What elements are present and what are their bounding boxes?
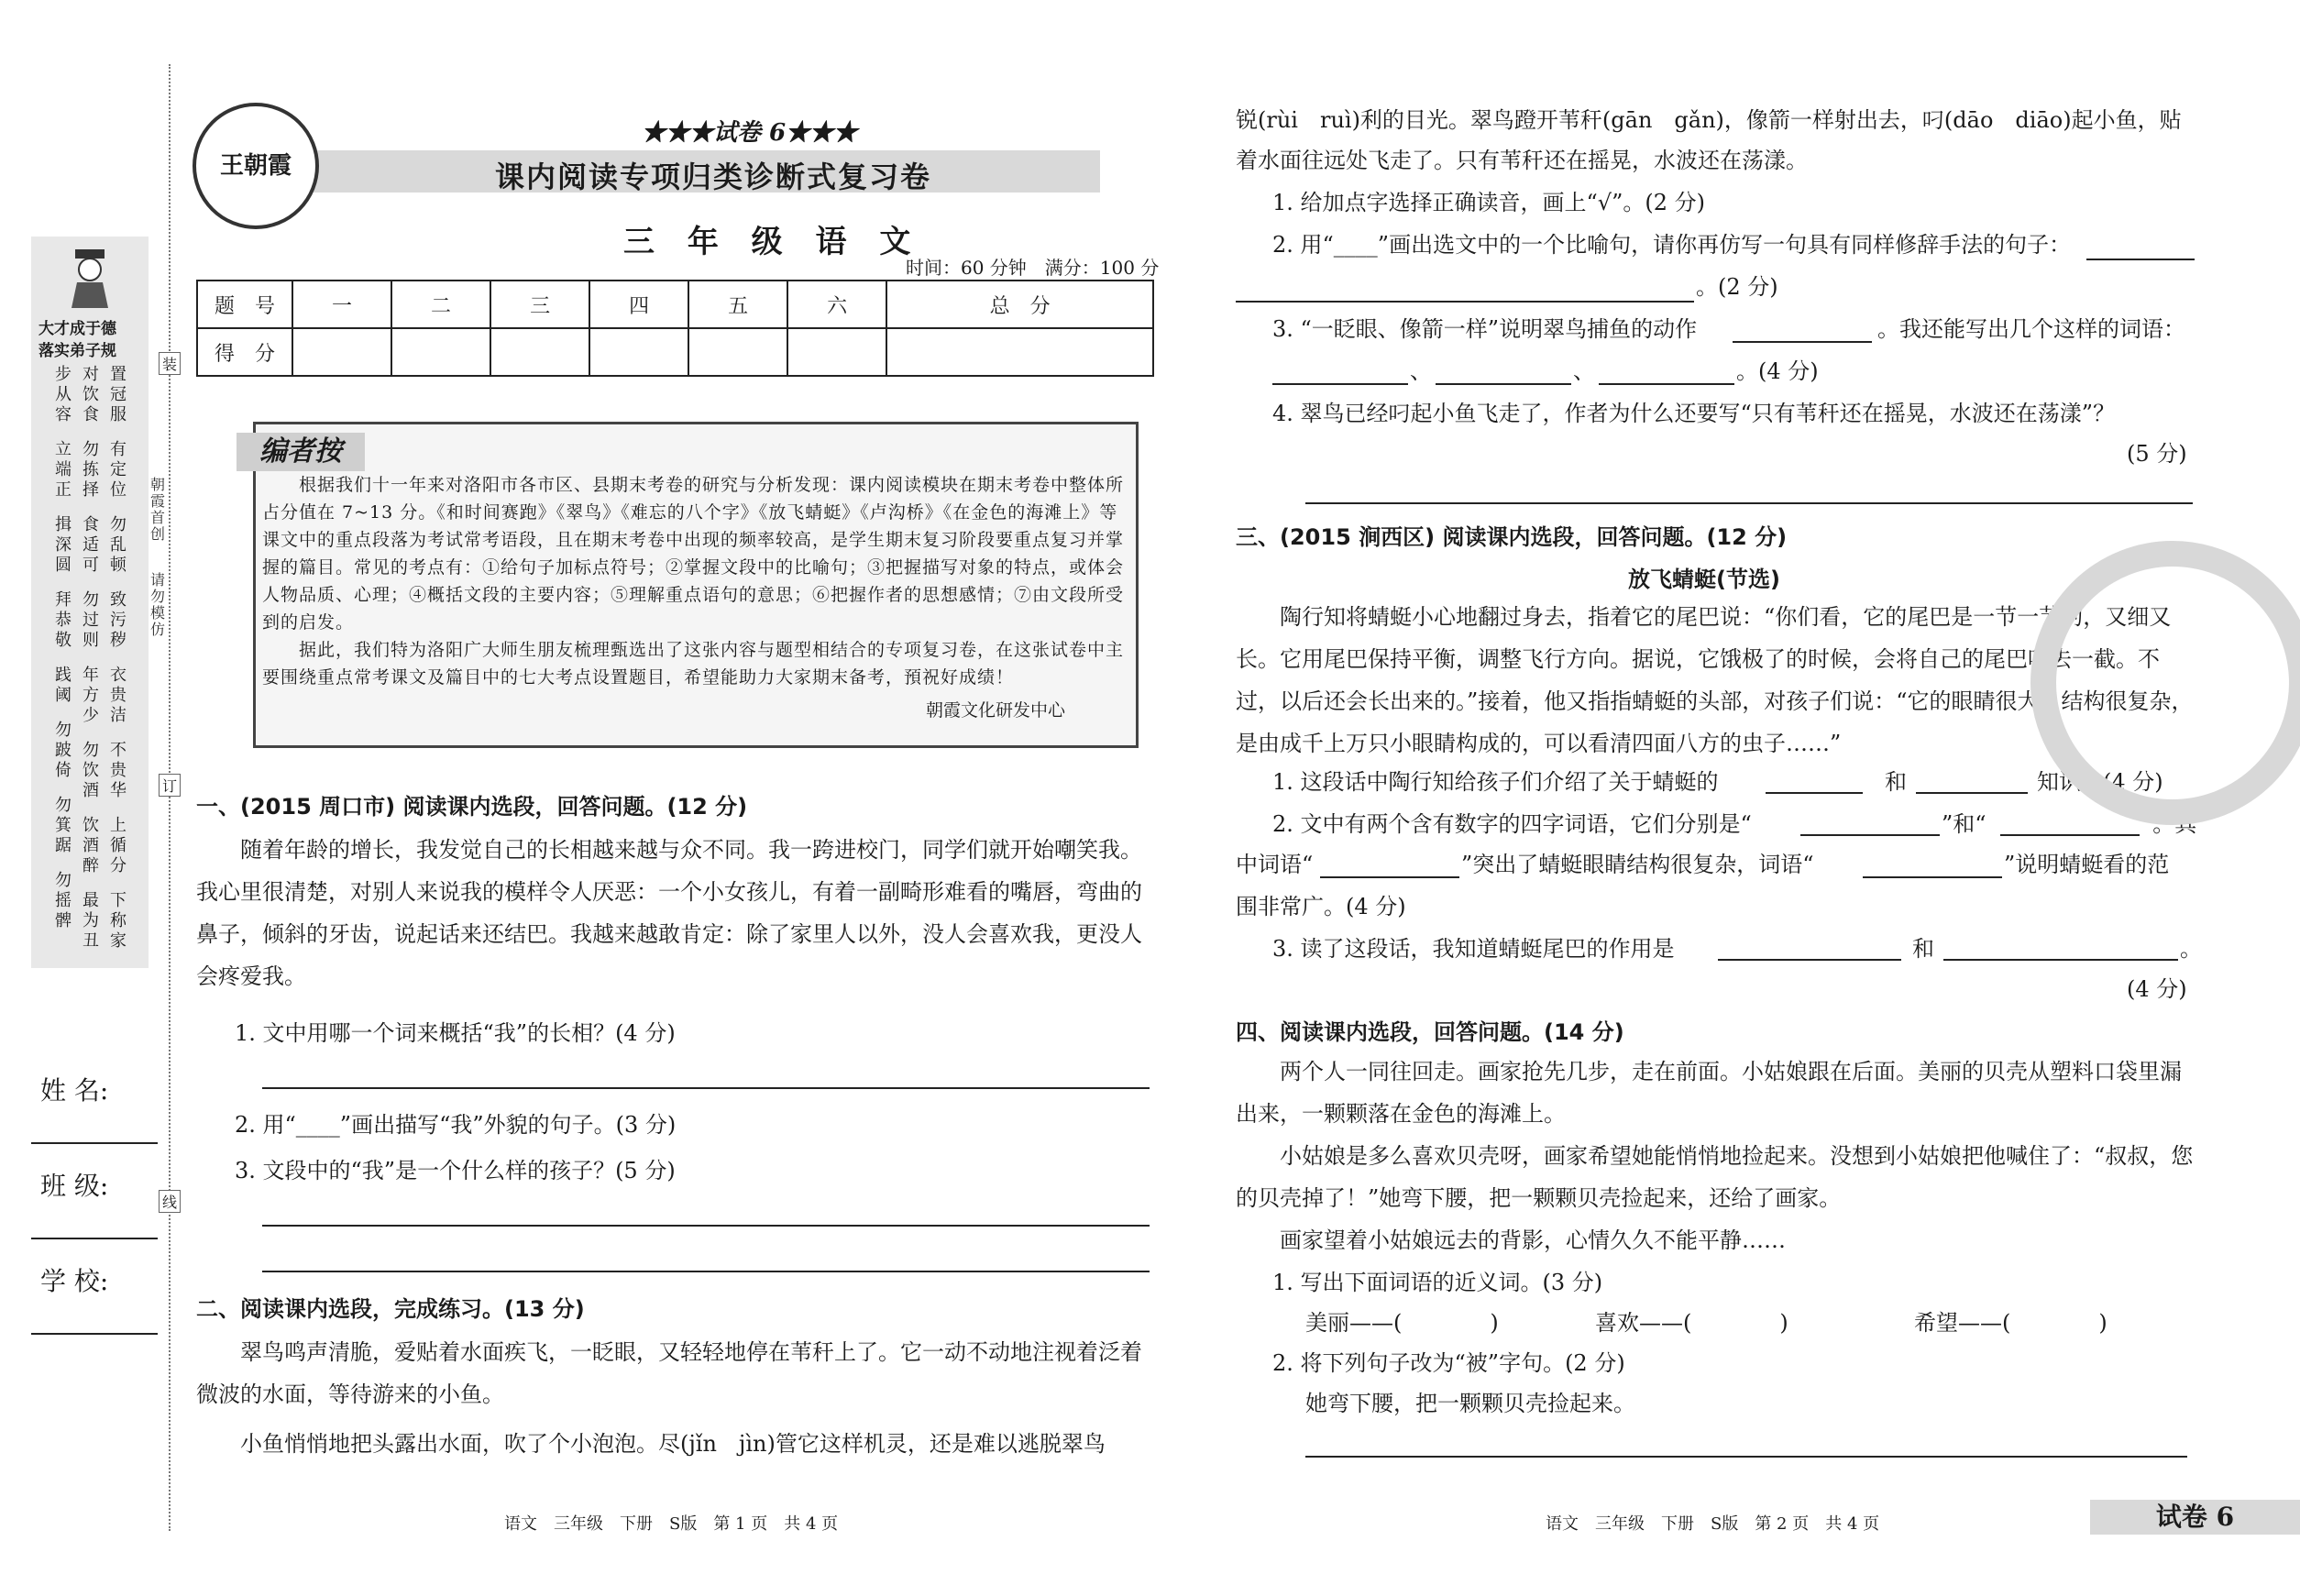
binding-mark-1: 装: [159, 352, 181, 375]
rule-column: 步从容 立端正 揖深圆 拜恭敬 践阈 勿跛倚 勿箕踞 勿摇髀: [55, 365, 72, 930]
binding-cut-line: [169, 64, 171, 1531]
synonym-item-1[interactable]: 美丽——( ): [1305, 1310, 1499, 1336]
table-cell: 五: [688, 281, 787, 328]
scholar-illustration: [62, 246, 117, 310]
table-cell: 一: [292, 281, 391, 328]
answer-line[interactable]: [1599, 383, 1734, 385]
section-2-paragraph-2-cont: 锐(rùi ruì)利的目光。翠鸟蹬开苇秆(gān gǎn)，像箭一样射出去，叼(dāo diāo)起小鱼，贴: [1236, 107, 2182, 133]
section-2-question-3: 3. “一眨眼、像箭一样”说明翠鸟捕鱼的动作: [1272, 316, 1698, 342]
section-3-question-2-c: ”。其: [2141, 811, 2197, 837]
class-label: 班 级:: [40, 1171, 109, 1201]
section-2-paragraph-2: 小鱼悄悄地把头露出水面，吹了个小泡泡。尽(jǐn jìn)管它这样机灵，还是难以逃脱翠鸟: [240, 1431, 1106, 1457]
rule-column: 置冠服 有定位 勿乱顿 致污秽 衣贵洁 不贵华 上循分 下称家: [110, 365, 127, 951]
section-3-question-2-d: 中词语“: [1236, 852, 1314, 877]
section-4-question-1: 1. 写出下面词语的近义词。(3 分): [1272, 1270, 1603, 1295]
section-2-question-4: 4. 翠鸟已经叼起小鱼飞走了，作者为什么还要写“只有苇秆还在摇晃，水波还在荡漾”？: [1272, 401, 2116, 426]
binding-mark-3: 线: [159, 1190, 181, 1213]
section-1-question-2: 2. 用“____”画出描写“我”外貌的句子。(3 分): [235, 1112, 677, 1138]
section-2-question-2: 2. 用“____”画出选文中的一个比喻句，请你再仿写一句具有同样修辞手法的句子：: [1272, 232, 2072, 258]
section-2-question-1: 1. 给加点字选择正确读音，画上“√”。(2 分): [1272, 190, 1705, 215]
answer-line[interactable]: [262, 1087, 1150, 1089]
slogan-line-2: 落实弟子规: [39, 342, 116, 360]
exam-tag: 试卷 6: [2090, 1500, 2300, 1535]
section-3-question-1-and: 和: [1885, 769, 1907, 795]
answer-line[interactable]: [2086, 259, 2195, 260]
page-footer-right: 语文 三年级 下册 S版 第 2 页 共 4 页: [1546, 1514, 1880, 1534]
school-field[interactable]: [31, 1333, 158, 1335]
section-3-question-1: 1. 这段话中陶行知给孩子们介绍了关于蜻蜓的: [1272, 769, 1719, 795]
answer-line[interactable]: [1733, 341, 1872, 343]
logo-text: 王朝霞: [219, 152, 292, 180]
watermark-stamp-icon: [2030, 541, 2300, 825]
slogan-line-1: 大才成于德: [39, 320, 116, 338]
school-label: 学 校:: [40, 1266, 109, 1296]
page-footer-left: 语文 三年级 下册 S版 第 1 页 共 4 页: [504, 1514, 839, 1534]
section-4-question-2-sentence: 她弯下腰，把一颗颗贝壳捡起来。: [1305, 1391, 1635, 1416]
copyright-note-2: 请勿模仿: [150, 571, 166, 638]
copyright-note-1: 朝霞首创: [150, 476, 166, 543]
section-3-question-3: 3. 读了这段话，我知道蜻蜓尾巴的作用是: [1272, 936, 1675, 962]
score-entry[interactable]: [490, 328, 589, 376]
section-3-question-3-and: 和: [1912, 936, 1934, 962]
section-4-passage-2: 小姑娘是多么喜欢贝壳呀，画家希望她能悄悄地捡起来。没想到小姑娘把他喊住了：“叔叔，您的贝壳掉了！”她弯下腰，把一颗颗贝壳捡起来，还给了画家。: [1236, 1143, 2194, 1211]
section-3-question-1-end: 知识。(4 分): [2037, 769, 2163, 795]
section-2-question-4-score: (5 分): [2127, 441, 2187, 467]
note-paragraph-2: 据此，我们特为洛阳广大师生朋友梳理甄选出了这张内容与题型相结合的专项复习卷，在这张试卷中主要围绕重点常考课文及篇目中的七大考点设置题目，希望能助力大家期末备考，預祝好成绩！: [262, 640, 1125, 688]
section-2-paragraph-1: 翠鸟鸣声清脆，爱贴着水面疾飞，一眨眼，又轻轻地停在苇秆上了。它一动不动地注视着泛着微波的水面，等待游来的小鱼。: [196, 1339, 1142, 1407]
section-2-question-2-score: 。(2 分): [1696, 274, 1778, 300]
table-cell: 六: [787, 281, 886, 328]
answer-line[interactable]: [262, 1271, 1150, 1272]
section-3-subtitle: 放飞蜻蜓(节选): [1628, 567, 1780, 592]
binding-mark-2: 订: [159, 774, 181, 797]
table-cell: 二: [391, 281, 490, 328]
subject-title: 三 年 级 语 文: [623, 224, 922, 260]
section-3-question-2: 2. 文中有两个含有数字的四字词语，它们分别是“: [1272, 811, 1752, 837]
separator: 、: [1573, 358, 1595, 384]
answer-line[interactable]: [1305, 502, 2193, 504]
section-3-question-3-score: (4 分): [2127, 976, 2187, 1002]
section-2-question-3-score: 。(4 分): [1736, 358, 1819, 384]
table-cell: 三: [490, 281, 589, 328]
table-cell: 总 分: [886, 281, 1153, 328]
editor-note-tag: 编者按: [237, 433, 365, 471]
synonym-item-3[interactable]: 希望——( ): [1914, 1310, 2107, 1336]
section-3-question-2-e: ”突出了蜻蜓眼睛结构很复杂，词语“: [1461, 852, 1814, 877]
section-3-question-2-b: ”和“: [1942, 811, 1986, 837]
score-table: [196, 280, 1154, 377]
section-3-question-2-f: ”说明蜻蜓看的范: [2004, 852, 2170, 877]
score-entry[interactable]: [589, 328, 688, 376]
margin-slogan-panel: [31, 237, 149, 968]
section-3-title: 三、(2015 涧西区) 阅读课内选段，回答问题。(12 分): [1236, 524, 1788, 550]
note-paragraph-1: 根据我们十一年来对洛阳市各市区、县期末考卷的研究与分析发现：课内阅读模块在期末考卷中整体所占分值在 7~13 分。《和时间赛跑》《翠鸟》《难忘的八个字》《放飞蜻蜓》《卢沟桥》《在金色的海滩上》等课文中的重点段落为考试常考语段，且在期末考卷中出现的频率较高，是学生期末复习阶段要重点复习并掌握的篇目。常见的考点有：①给句子加标点符号；②掌握文段中的比喻句；③把握描写对象的特点，或体会人物品质、心理；④概括文段的主要内容；⑤理解重点语句的意思；⑥把握作者的思想感情；⑦由文段所受到的启发。: [262, 475, 1125, 633]
table-cell: 四: [589, 281, 688, 328]
section-1-question-3: 3. 文段中的“我”是一个什么样的孩子？(5 分): [235, 1158, 676, 1183]
section-1-question-1: 1. 文中用哪一个词来概括“我”的长相？(4 分): [235, 1020, 676, 1046]
answer-line[interactable]: [1863, 876, 2002, 878]
section-3-question-2-g: 围非常广。(4 分): [1236, 894, 1406, 919]
score-entry[interactable]: [391, 328, 490, 376]
answer-line[interactable]: [262, 1225, 1150, 1227]
name-label: 姓 名:: [40, 1075, 109, 1106]
section-4-question-2: 2. 将下列句子改为“被”字句。(2 分): [1272, 1350, 1625, 1376]
separator: 、: [1410, 358, 1432, 384]
section-3-question-3-end: 。: [2180, 936, 2202, 962]
editor-note-signature: 朝霞文化研发中心: [926, 700, 1066, 721]
time-score-info: 时间：60 分钟 满分：100 分: [906, 257, 1160, 279]
answer-line[interactable]: [1943, 959, 2178, 961]
exam-number: ★★★试卷 6★★★: [642, 119, 858, 147]
section-4-passage-3: 画家望着小姑娘远去的背影，心情久久不能平静……: [1280, 1227, 1786, 1253]
score-entry[interactable]: [688, 328, 787, 376]
section-4-title: 四、阅读课内选段，回答问题。(14 分): [1236, 1019, 1624, 1045]
answer-line[interactable]: [1236, 301, 1694, 303]
answer-line[interactable]: [1305, 1456, 2187, 1458]
editor-note-text: [262, 471, 1128, 691]
score-entry[interactable]: [787, 328, 886, 376]
answer-line[interactable]: [1766, 792, 1863, 794]
section-2-question-3-b: 。我还能写出几个这样的词语：: [1877, 316, 2185, 342]
answer-line[interactable]: [1272, 383, 1408, 385]
section-1-title: 一、(2015 周口市) 阅读课内选段，回答问题。(12 分): [196, 794, 748, 820]
answer-line[interactable]: [1800, 834, 1940, 836]
synonym-item-2[interactable]: 喜欢——( ): [1595, 1310, 1788, 1336]
table-cell: 题 号: [197, 281, 292, 328]
section-2-title: 二、阅读课内选段，完成练习。(13 分): [196, 1296, 585, 1322]
answer-line[interactable]: [1436, 383, 1571, 385]
answer-line[interactable]: [2000, 834, 2140, 836]
score-entry[interactable]: [886, 328, 1153, 376]
answer-line[interactable]: [1320, 876, 1459, 878]
page-title: 课内阅读专项归类诊断式复习卷: [495, 160, 932, 194]
score-entry[interactable]: [292, 328, 391, 376]
section-1-passage: 随着年龄的增长，我发觉自己的长相越来越与众不同。我一跨进校门，同学们就开始嘲笑我。我心里很清楚，对别人来说我的模样令人厌恶：一个小女孩儿，有着一副畸形难看的嘴唇，弯曲的鼻子，倾斜的牙齿，说起话来还结巴。我越来越敢肯定：除了家里人以外，没人会喜欢我，更没人会疼爱我。: [196, 837, 1142, 989]
answer-line[interactable]: [1718, 959, 1901, 961]
class-field[interactable]: [31, 1238, 158, 1239]
publisher-logo: [193, 103, 319, 229]
section-2-paragraph-2-end: 着水面往远处飞走了。只有苇秆还在摇晃，水波还在荡漾。: [1236, 148, 1808, 173]
rule-column: 对饮食 勿拣择 食适可 勿过则 年方少 勿饮酒 饮酒醉 最为丑: [83, 365, 99, 951]
section-4-passage-1: 两个人一同往回走。画家抢先几步，走在前面。小姑娘跟在后面。美丽的贝壳从塑料口袋里漏出来，一颗颗落在金色的海滩上。: [1236, 1059, 2182, 1127]
name-field[interactable]: [31, 1142, 158, 1144]
answer-line[interactable]: [1916, 792, 2028, 794]
table-row: [197, 281, 1153, 328]
section-3-passage: 陶行知将蜻蜓小心地翻过身去，指着它的尾巴说：“你们看，它的尾巴是一节一节的，又细又长。它用尾巴保持平衡，调整飞行方向。据说，它饿极了的时候，会将自己的尾巴吃去一截。不过，以后还会长出来的。”接着，他又指指蜻蜓的头部，对孩子们说：“它的眼睛很大，结构很复杂，是由成千上万只小眼睛构成的，可以看清四面八方的虫子……”: [1236, 604, 2194, 756]
table-row: [197, 328, 1153, 376]
table-cell: 得 分: [197, 328, 292, 376]
